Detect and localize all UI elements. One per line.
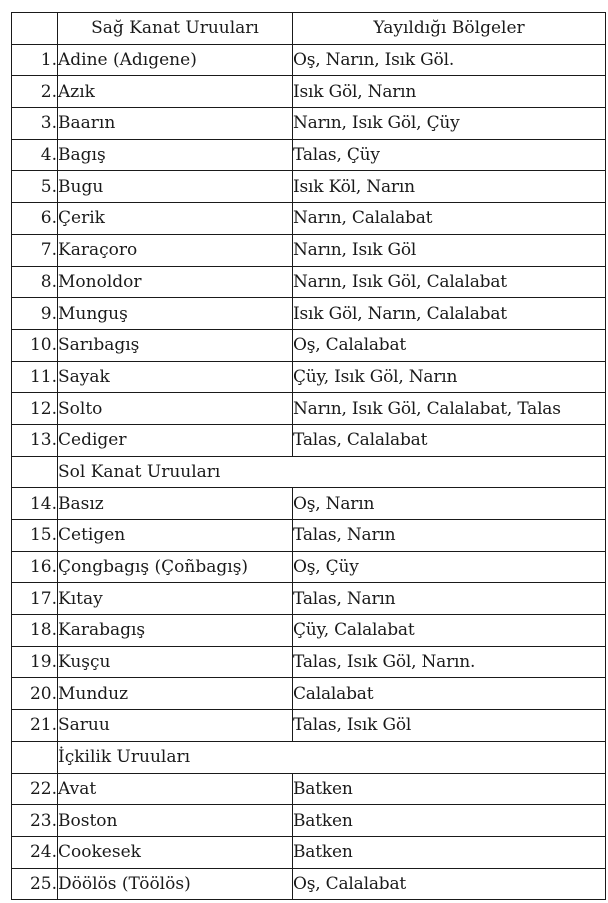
row-number: 19. xyxy=(12,646,58,678)
tribe-name: Monoldor xyxy=(58,266,293,298)
tribe-regions: Narın, Calalabat xyxy=(293,203,606,235)
table-row xyxy=(12,361,606,393)
row-number: 2. xyxy=(12,76,58,108)
tribe-regions: Talas, Isık Göl xyxy=(293,710,606,742)
table-row xyxy=(12,329,606,361)
row-number: 5. xyxy=(12,171,58,203)
tribe-regions: Isık Göl, Narın xyxy=(293,76,606,108)
table-row xyxy=(12,805,606,837)
row-number: 1. xyxy=(12,44,58,76)
table-row xyxy=(12,520,606,552)
table-row xyxy=(12,298,606,330)
section-title: İçkilik Uruuları xyxy=(58,741,606,773)
table-row xyxy=(12,551,606,583)
tribe-regions: Narın, Isık Göl, Calalabat, Talas xyxy=(293,393,606,425)
tribe-name: Munduz xyxy=(58,678,293,710)
tribe-name: Sayak xyxy=(58,361,293,393)
tribe-name: Boston xyxy=(58,805,293,837)
tribe-regions: Talas, Narın xyxy=(293,583,606,615)
section-title: Sol Kanat Uruuları xyxy=(58,456,606,488)
row-number: 11. xyxy=(12,361,58,393)
table-row xyxy=(12,393,606,425)
row-number: 3. xyxy=(12,108,58,140)
tribe-regions: Oş, Calalabat xyxy=(293,868,606,900)
table-row xyxy=(12,139,606,171)
tribe-regions: Batken xyxy=(293,805,606,837)
tribe-regions: Oş, Çüy xyxy=(293,551,606,583)
tribe-name: Munguş xyxy=(58,298,293,330)
row-number: 6. xyxy=(12,203,58,235)
tribe-name: Bugu xyxy=(58,171,293,203)
tribe-name: Baarın xyxy=(58,108,293,140)
table-row xyxy=(12,583,606,615)
row-number: 18. xyxy=(12,615,58,647)
table-row xyxy=(12,234,606,266)
table-row xyxy=(12,44,606,76)
tribe-regions: Talas, Calalabat xyxy=(293,424,606,456)
tribe-regions: Isık Göl, Narın, Calalabat xyxy=(293,298,606,330)
section-header-row xyxy=(12,741,606,773)
section-header-row xyxy=(12,456,606,488)
tribe-name: Saruu xyxy=(58,710,293,742)
tribe-regions: Talas, Narın xyxy=(293,520,606,552)
row-number: 15. xyxy=(12,520,58,552)
row-number: 16. xyxy=(12,551,58,583)
tribe-name: Solto xyxy=(58,393,293,425)
tribe-name: Karabagış xyxy=(58,615,293,647)
tribe-regions: Talas, Çüy xyxy=(293,139,606,171)
row-number: 17. xyxy=(12,583,58,615)
tribe-name: Basız xyxy=(58,488,293,520)
tribe-name: Döölös (Töölös) xyxy=(58,868,293,900)
row-number: 10. xyxy=(12,329,58,361)
row-number: 7. xyxy=(12,234,58,266)
tribe-regions: Calalabat xyxy=(293,678,606,710)
tribe-regions: Oş, Narın, Isık Göl. xyxy=(293,44,606,76)
tribe-name: Azık xyxy=(58,76,293,108)
table-row xyxy=(12,646,606,678)
row-number: 4. xyxy=(12,139,58,171)
tribe-name: Kıtay xyxy=(58,583,293,615)
table-body xyxy=(12,44,606,900)
table-row xyxy=(12,868,606,900)
tribe-regions: Batken xyxy=(293,836,606,868)
tribe-name: Cediger xyxy=(58,424,293,456)
table-row xyxy=(12,836,606,868)
tribes-table xyxy=(11,12,606,900)
tribe-name: Bagış xyxy=(58,139,293,171)
row-number: 13. xyxy=(12,424,58,456)
row-number: 25. xyxy=(12,868,58,900)
tribe-regions: Oş, Calalabat xyxy=(293,329,606,361)
header-name-cell: Sağ Kanat Uruuları xyxy=(58,13,293,45)
section-number-cell xyxy=(12,456,58,488)
tribe-name: Karaçoro xyxy=(58,234,293,266)
table-row xyxy=(12,710,606,742)
row-number: 20. xyxy=(12,678,58,710)
header-regions-cell: Yayıldığı Bölgeler xyxy=(293,13,606,45)
row-number: 12. xyxy=(12,393,58,425)
section-number-cell xyxy=(12,741,58,773)
tribe-regions: Çüy, Isık Göl, Narın xyxy=(293,361,606,393)
tribe-name: Sarıbagış xyxy=(58,329,293,361)
tribe-name: Avat xyxy=(58,773,293,805)
tribe-regions: Talas, Isık Göl, Narın. xyxy=(293,646,606,678)
table-row xyxy=(12,266,606,298)
tribe-name: Çongbagış (Çoñbagış) xyxy=(58,551,293,583)
table-row xyxy=(12,488,606,520)
table-row xyxy=(12,203,606,235)
tribe-name: Kuşçu xyxy=(58,646,293,678)
tribe-regions: Çüy, Calalabat xyxy=(293,615,606,647)
row-number: 23. xyxy=(12,805,58,837)
row-number: 22. xyxy=(12,773,58,805)
table-row xyxy=(12,108,606,140)
tribe-regions: Isık Köl, Narın xyxy=(293,171,606,203)
header-number-cell xyxy=(12,13,58,45)
table-row xyxy=(12,678,606,710)
table-row xyxy=(12,773,606,805)
table-row xyxy=(12,171,606,203)
tribe-regions: Narın, Isık Göl, Çüy xyxy=(293,108,606,140)
tribe-name: Cetigen xyxy=(58,520,293,552)
tribe-regions: Oş, Narın xyxy=(293,488,606,520)
table-header-row xyxy=(12,13,606,45)
table-row xyxy=(12,615,606,647)
table-row xyxy=(12,424,606,456)
tribe-regions: Narın, Isık Göl, Calalabat xyxy=(293,266,606,298)
tribe-regions: Batken xyxy=(293,773,606,805)
row-number: 9. xyxy=(12,298,58,330)
tribe-regions: Narın, Isık Göl xyxy=(293,234,606,266)
table-row xyxy=(12,76,606,108)
row-number: 8. xyxy=(12,266,58,298)
row-number: 24. xyxy=(12,836,58,868)
tribe-name: Çerik xyxy=(58,203,293,235)
tribe-name: Cookesek xyxy=(58,836,293,868)
row-number: 14. xyxy=(12,488,58,520)
row-number: 21. xyxy=(12,710,58,742)
tribe-name: Adine (Adıgene) xyxy=(58,44,293,76)
